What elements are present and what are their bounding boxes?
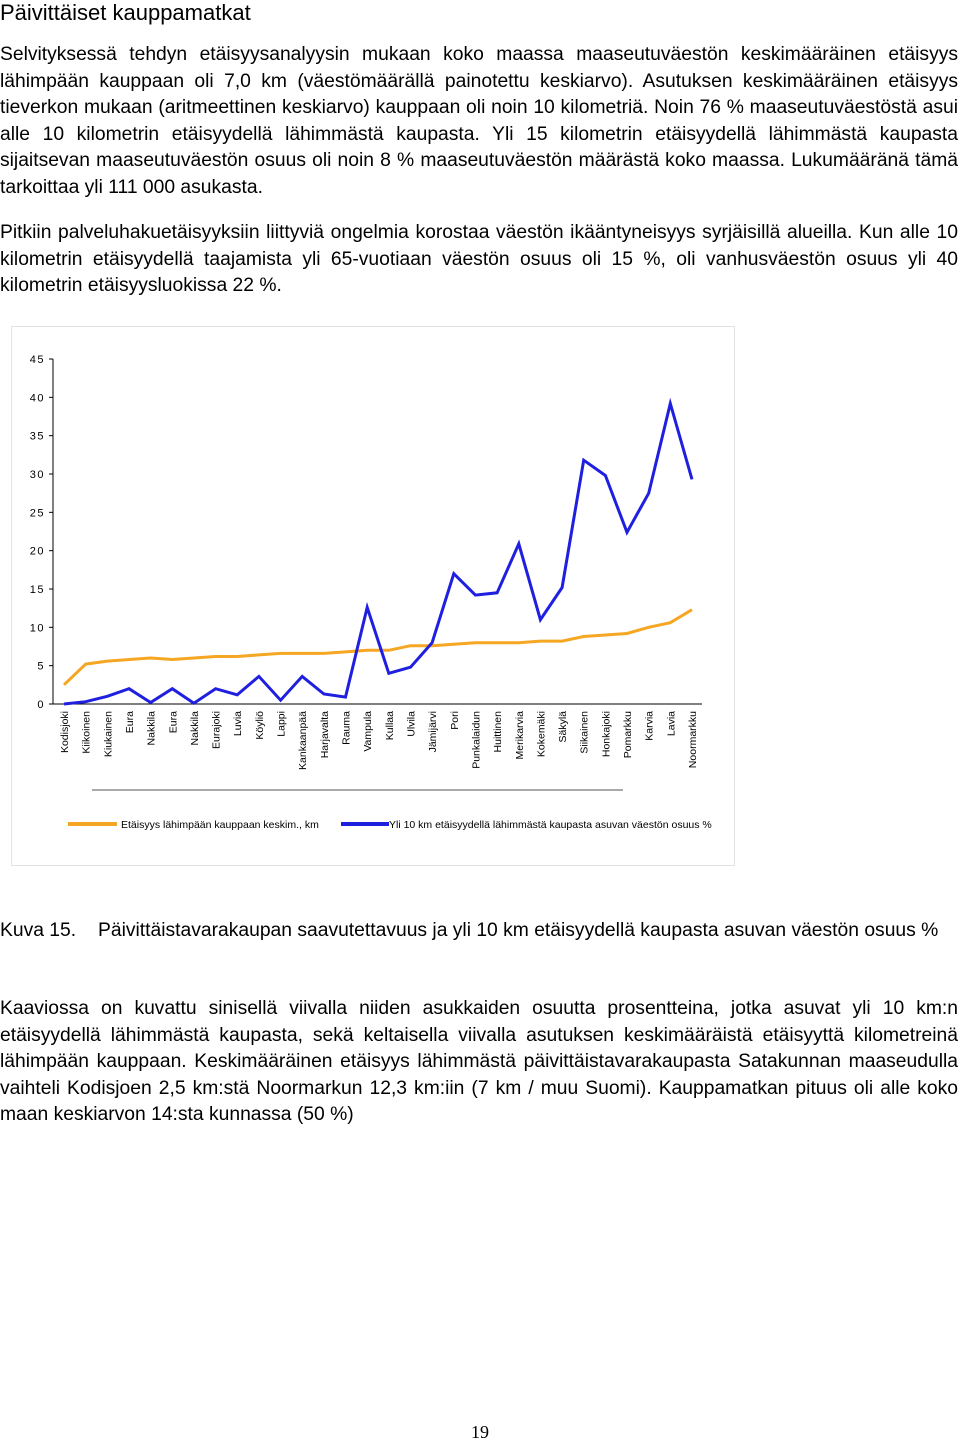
y-tick-label: 20 (29, 545, 45, 558)
x-tick-label: Huittinen (492, 711, 505, 753)
x-tick-label: Siikainen (578, 711, 591, 754)
x-tick-label: Kokemäki (535, 711, 548, 758)
x-tick-label: Merikarvia (513, 711, 526, 760)
x-tick-label: Kiukainen (102, 711, 115, 758)
figure-caption-text: Päivittäistavarakaupan saavutettavuus ja yli 10 km etäisyydellä kaupasta asuvan väestön osuus % (98, 920, 939, 941)
x-tick-label: Nakkila (188, 711, 201, 746)
x-tick-label: Pori (448, 711, 461, 730)
legend-label-1: Etäisyys lähimpään kauppaan keskim., km (121, 819, 319, 831)
x-tick-label: Lavia (665, 711, 678, 737)
series-line-1 (64, 610, 692, 685)
x-tick-label: Noormarkku (687, 711, 699, 769)
y-tick-label: 35 (29, 430, 45, 443)
x-tick-label: Honkajoki (600, 711, 613, 758)
y-tick-label: 15 (29, 584, 45, 596)
x-tick-label: Kiikoinen (80, 711, 93, 754)
x-tick-label: Nakkila (145, 711, 158, 746)
paragraph-elderly-population: Pitkiin palveluhakuetäisyyksiin liittyviä ongelmia korostaa väestön ikääntyneisyys syrjäisillä alueilla. Kun alle 10 kilometrin etäisyydellä taajamista yli 65-vuotiaan väestön osuus oli 15 %, oli vanhusväestön osuus yli 40 kilometrin etäisyysluokissa 22 %. (0, 222, 958, 297)
paragraph-distance-analysis: Selvityksessä tehdyn etäisyysanalyysin mukaan koko maassa maaseutuväestön keskimääräinen etäisyys lähimpään kauppaan oli 7,0 km (väestömäärällä painotettu keskiarvo). Asutuksen keskimääräinen etäisyys tieverkon mukaan (aritmeettinen keskiarvo) kauppaan oli noin 10 kilometriä. Noin 76 % maaseutuväestöstä asui alle 10 kilometrin etäisyydellä lähimmästä kaupasta. Yli 15 kilometrin etäisyydellä lähimmästä kaupasta sijaitsevan maaseutuväestön osuus oli noin 8 % maaseutuväestön määrästä koko maassa. Lukumääränä tämä tarkoittaa yli 111 000 asukasta. (0, 44, 958, 198)
x-tick-label: Kodisjoki (59, 711, 71, 754)
section-heading: Päivittäiset kauppamatkat (0, 0, 251, 25)
x-tick-label: Harjavalta (318, 711, 331, 759)
y-tick-label: 40 (29, 392, 45, 405)
y-tick-label: 30 (29, 469, 45, 481)
x-tick-label: Köyliö (253, 711, 266, 740)
x-tick-label: Jämijärvi (427, 711, 440, 753)
x-tick-label: Vampula (362, 711, 375, 752)
x-tick-label: Eura (167, 711, 180, 734)
x-tick-label: Pomarkku (622, 711, 635, 759)
paragraph-chart-explanation: Kaaviossa on kuvattu sinisellä viivalla niiden asukkaiden osuutta prosentteina, jotka asuvat yli 10 km:n etäisyydellä lähimmästä kaupasta, sekä keltaisella viivalla asutuksen keskimääräistä etäisyyttä kilometreinä lähimpään kauppaan. Keskimääräinen etäisyys lähimmästä päivittäistavarakaupasta Satakunnan maaseudulla vaihteli Kodisjoen 2,5 km:stä Noormarkun 12,3 km:iin (7 km / muu Suomi). Kauppamatkan pituus oli alle koko maan keskiarvon 14:sta kunnassa (50 %) (0, 998, 958, 1126)
y-tick-label: 5 (37, 660, 45, 673)
x-tick-label: Ulvila (405, 711, 418, 737)
legend-label-2: Yli 10 km etäisyydellä lähimmästä kaupasta asuvan väestön osuus % (389, 819, 712, 831)
x-tick-label: Eurajoki (210, 711, 223, 749)
x-tick-label: Lappi (275, 711, 288, 737)
x-tick-label: Punkalaidun (470, 711, 483, 769)
x-tick-label: Kankaanpää (297, 711, 310, 770)
x-tick-label: Luvia (232, 711, 245, 737)
y-tick-label: 45 (29, 354, 45, 366)
figure-caption (0, 918, 958, 944)
x-tick-label: Kullaa (383, 711, 396, 741)
y-tick-label: 25 (29, 507, 45, 520)
x-tick-label: Rauma (340, 711, 353, 745)
y-tick-label: 0 (37, 699, 45, 711)
x-tick-label: Eura (123, 711, 136, 734)
page-number: 19 (471, 1422, 489, 1442)
x-tick-label: Säkylä (557, 711, 570, 743)
figure-caption-label: Kuva 15. (0, 920, 77, 941)
x-tick-label: Karvia (643, 711, 656, 741)
y-tick-label: 10 (29, 622, 45, 635)
